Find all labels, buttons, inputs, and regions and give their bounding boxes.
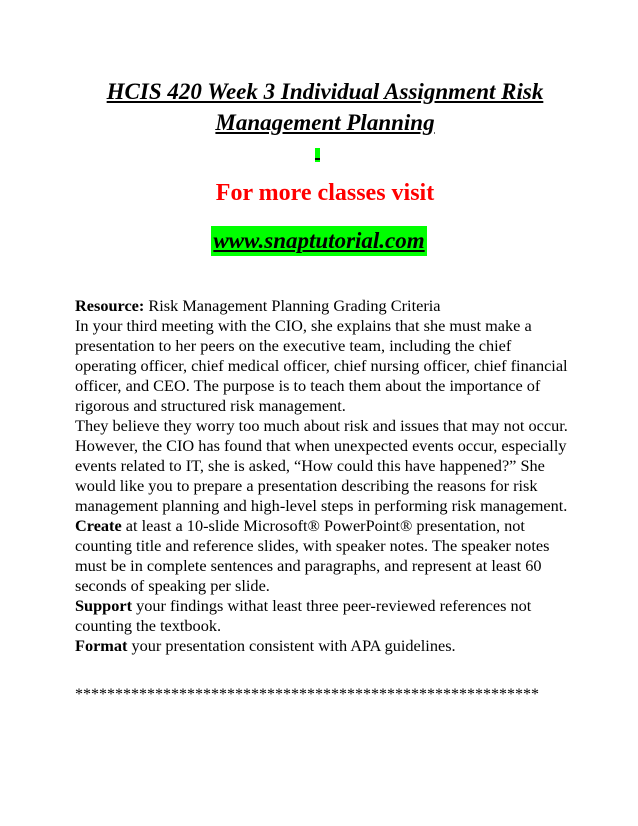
support-instruction	[75, 596, 575, 636]
format-label: Format	[75, 636, 128, 655]
resource-line	[75, 296, 575, 316]
support-text: your findings withat least three peer-reviewed references not counting the textbook.	[75, 596, 532, 635]
format-text: your presentation consistent with APA guidelines.	[127, 636, 456, 655]
promo-text: For more classes visit	[215, 180, 435, 206]
website-link-container	[0, 226, 638, 256]
website-link[interactable]: www.snaptutorial.com	[211, 226, 426, 256]
resource-text: Risk Management Planning Grading Criteria	[144, 296, 441, 315]
create-label: Create	[75, 516, 122, 535]
paragraph-cio-meeting: In your third meeting with the CIO, she explains that she must make a presentation to her peers on the executive team, including the chief operating officer, chief medical officer, chief nursing officer, chief financial officer, and CEO. The purpose is to teach them about the importance of rigorous and structured risk management.	[75, 316, 568, 415]
highlight-marker	[315, 148, 320, 162]
document-title: HCIS 420 Week 3 Individual Assignment Risk Management Planning	[106, 79, 544, 135]
assignment-body	[75, 296, 575, 656]
create-instruction	[75, 516, 575, 596]
create-text: at least a 10-slide Microsoft® PowerPoint® presentation, not counting title and reference slides, with speaker notes. The speaker notes must be in complete sentences and paragraphs, and represent at least 60 seconds of speaking per slide.	[75, 516, 550, 595]
paragraph-risk-concerns: They believe they worry too much about risk and issues that may not occur. However, the CIO has found that when unexpected events occur, especially events related to IT, she is asked, “How could this have happened?” She would like you to prepare a presentation describing the reasons for risk management planning and high-level steps in performing risk management.	[75, 416, 568, 515]
format-instruction	[75, 636, 575, 656]
separator-line: **********************************************************	[75, 686, 539, 703]
resource-label: Resource:	[75, 296, 145, 315]
support-label: Support	[75, 596, 133, 615]
